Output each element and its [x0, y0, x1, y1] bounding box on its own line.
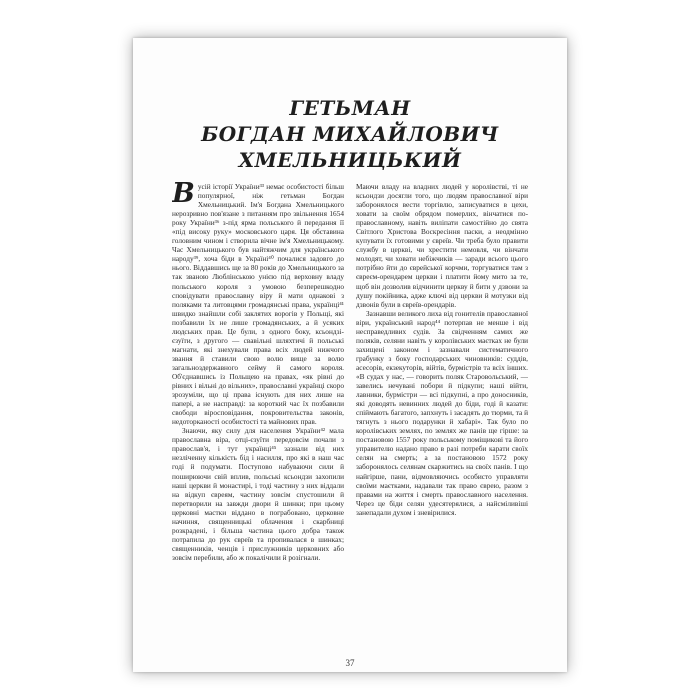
title-line-2: БОГДАН МИХАЙЛОВИЧ: [201, 122, 499, 146]
drop-cap: В: [172, 182, 195, 209]
left-column: [172, 182, 344, 646]
paragraph-text: усій історії України³³ немає особистості більш популярної, ніж гетьман Богдан Хмельницький. Ім'я Богдана Хмельницького нерозривно пов'язане з питанням про звільнення 1654 року України³⁶ з-під ярма польського й передання її «під високу руку» московського царя. Ця обставина головним чином і створила вічне ім'я Хмельницькому. Час Хмельницького був найтяжчим для українського народу³⁹, хоча біди в Україні⁴⁰ почалися задовго до нього. Віддавшись ще за 80 років до Хмельницького за так званою Люблінською унією під верховну владу польського короля з умовою безперешкодно сповідувати православну віру й мати однакові з поляками та литовцями громадянські права, українці⁴¹ швидко знайшли собі заклятих ворогів у Польщі, які позбавили їх не лише громадянських, а й усяких людських прав. Це були, з одного боку, ксьондзі-єзуїти, з другого — свавільні шляхтичі й польські магнати, які знехували права всіх людей нижчого звання й ставили свою волю вище за волю загальноздержавного сейму й самого короля. Об'єднавшись із Польщею на правах, «як рівні до рівних і вільні до вільних», православні українці скоро зрозуміли, що ці права існують для них лише на папері, а не насправді: за короткий час їх позбавили свободи віросповідання, покровительства законів, недоторканості особистості та майнових прав.: [172, 182, 344, 427]
text-columns: [172, 182, 528, 646]
paragraph: Зазнавши великого лиха від гонителів православної віри, український народ⁴⁴ потерпав не менше і від несправедливих судів. За свідченням самих же поляків, селяни навіть у королівських маєтках не були захищені законом і зазнавали систематичного грабунку з боку господарських чиновників: суддів, асесорів, екзекуторів, війтів, бурмістрів та всіх інших. «В судах у нас, — говорить поляк Старовольський, — завелись нечувані побори й підкупи; наші війти, лавники, бурмістри — всі підкупні, а про доносників, які доводять невинних людей до біди, годі й казати: спіймають багатого, запхнуть і засадять до тюрми, та й тягнуть з нього подарунки й хабарі». Так було по королівських землях, по землях же панів ще гірше: за постановою 1557 року польському поміщикові та його управителю надано право в разі потреби карати своїх селян на смерть; а за постановою 1572 року заборонялось селянам скаржитись на своїх панів. І що найгірше, пани, відмовляючись особисто управляти своїми маєтками, надавали так право єврею, разом з правами на життя і смерть православного населення. Через це біди селян удесятерялися, а найсміливіші занепадали духом і зневірилися.: [356, 308, 528, 517]
chapter-title: [133, 95, 567, 173]
paragraph: Знаючи, яку силу для населення України⁴² мала православна віра, отці-єзуїти передовсім почали з православ'я, і тут українці⁴⁵ зазнали від них незліченну кількість бід і насилля, про які в наш час годі й подумати. Поступово набуваючи сили й поширюючи свій вплив, польські ксьондзи захопили наші церкви й монастирі, і тоді частину з них віддали на відкуп євреям, частину зовсім спустошили й перетворили на завжди двори й шинки; при цьому церковні мастки віддано в пограбовано, церковне начиння, священницькі облачення і скарбниці розкрадені, і більша частина цього добра також потрапила до рук євреїв та пропивалася в шинках; священників, ченців і прислужників церковних або зовсім перебили, або ж покалічили й розігнали.: [172, 426, 344, 562]
title-line-3: ХМЕЛЬНИЦЬКИЙ: [238, 148, 462, 172]
paragraph: Маючи владу на владних людей у королівстві, ті не ксьондзи досягли того, що людям православної віри заборонялося вести торгівлю, записуватися в цехи, ховати за своїм обрядом померлих, вінчатися по-православному, навіть виліпати самостійно до свята Світлого Христова Воскресіння паски, а неодмінно купувати їх готовими у євреїв. Чи треба було правити службу в церкві, чи хрестити немовля, чи вінчати молодят, чи ховати небіжчиків — заради всього цього потрібно йти до єврейської корчми, торгуватися там з євреєм-орендарем церкви і платити йому мито за те, щоб він дозволив відчинити церкву й бити у дзвони за душу покійника, адже ключі від церкви й мотузки від дзвонів були в євреїв-орендарів.: [356, 182, 528, 309]
right-column: [356, 182, 528, 646]
title-line-1: ГЕТЬМАН: [289, 96, 411, 120]
paragraph: [172, 182, 344, 426]
book-page: [133, 38, 567, 672]
page-number: 37: [345, 658, 355, 668]
